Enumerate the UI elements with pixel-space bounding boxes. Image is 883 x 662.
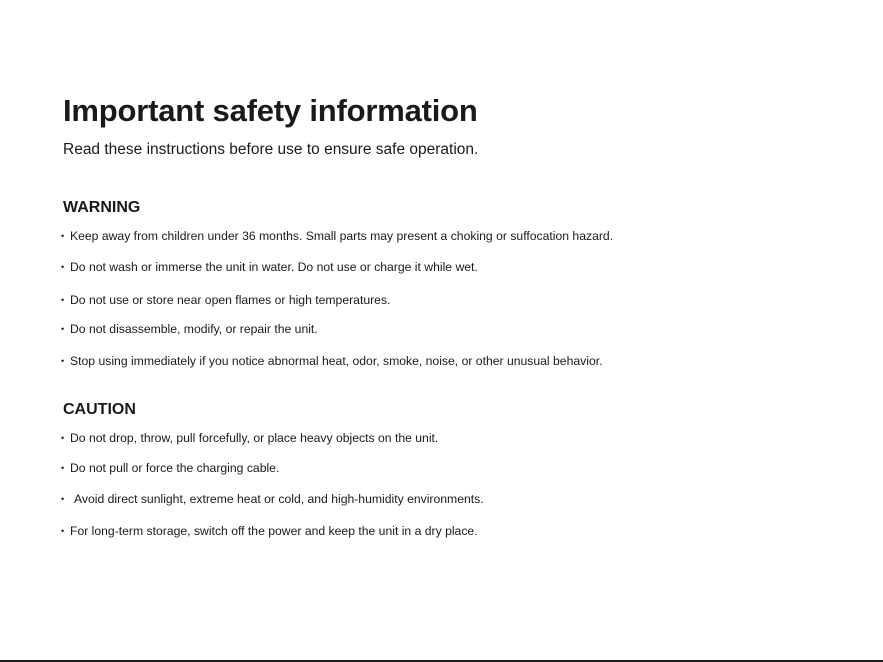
page-subtitle: Read these instructions before use to ensure safe operation. — [63, 141, 479, 158]
warning-item — [61, 321, 318, 337]
bullet-icon: • — [61, 463, 65, 473]
caution-item — [61, 430, 438, 446]
bullet-icon: • — [61, 356, 65, 366]
warning-item-text: Keep away from children under 36 months. Small parts may present a choking or suffocation hazard. — [70, 229, 614, 243]
caution-heading: CAUTION — [63, 401, 136, 418]
warning-heading: WARNING — [63, 199, 141, 216]
caution-item-text: Do not drop, throw, pull forcefully, or place heavy objects on the unit. — [70, 431, 439, 445]
warning-item — [61, 353, 603, 369]
bullet-icon: • — [61, 295, 65, 305]
caution-item-text: Avoid direct sunlight, extreme heat or cold, and high-humidity environments. — [74, 492, 484, 506]
bullet-icon: • — [61, 494, 65, 504]
warning-item — [61, 292, 390, 308]
warning-item-text: Do not use or store near open flames or high temperatures. — [70, 293, 391, 307]
bullet-icon: • — [61, 433, 65, 443]
caution-item-text: Do not pull or force the charging cable. — [70, 461, 280, 475]
caution-item — [61, 523, 478, 539]
caution-item — [61, 491, 484, 507]
caution-item-text: For long-term storage, switch off the power and keep the unit in a dry place. — [70, 524, 478, 538]
caution-item — [61, 460, 279, 476]
bullet-icon: • — [61, 262, 65, 272]
warning-item — [61, 259, 478, 275]
warning-item-text: Do not wash or immerse the unit in water. Do not use or charge it while wet. — [70, 260, 478, 274]
page-title: Important safety information — [63, 93, 478, 128]
warning-item-text: Do not disassemble, modify, or repair the unit. — [70, 322, 318, 336]
warning-item — [61, 228, 613, 244]
bullet-icon: • — [61, 324, 65, 334]
warning-item-text: Stop using immediately if you notice abnormal heat, odor, smoke, noise, or other unusual behavior. — [70, 354, 603, 368]
bullet-icon: • — [61, 231, 65, 241]
bullet-icon: • — [61, 526, 65, 536]
